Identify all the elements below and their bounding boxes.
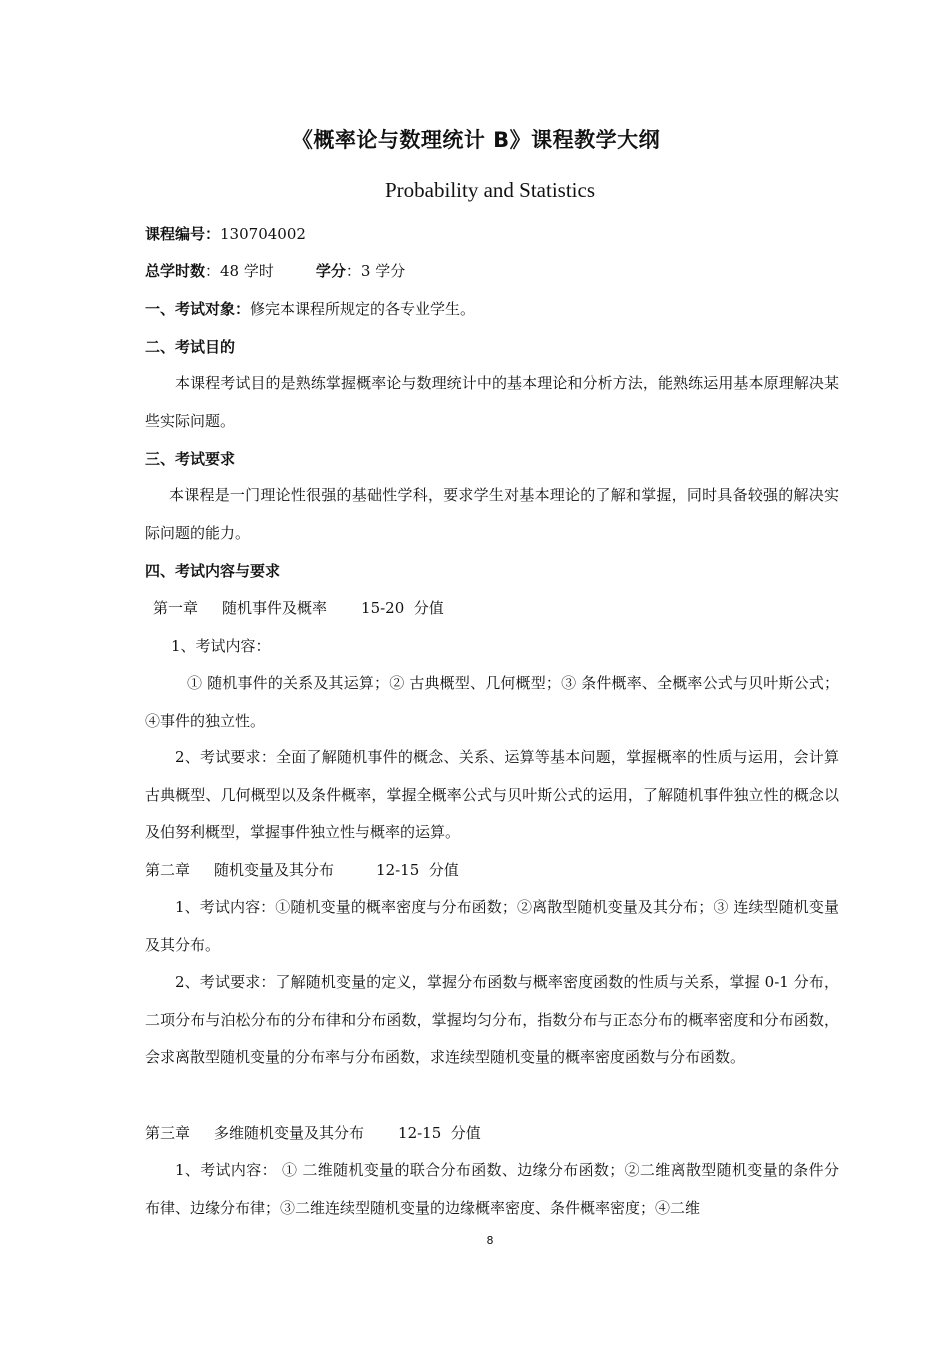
section2-heading: 二、考试目的	[145, 338, 236, 356]
section3-heading: 三、考试要求	[145, 450, 236, 468]
chapter3-title-line	[145, 1123, 845, 1143]
hours-credits-line	[145, 261, 845, 281]
hours-label: 总学时数	[145, 262, 206, 280]
chapter2-content: 1、考试内容：①随机变量的概率密度与分布函数；②离散型随机变量及其分布；③ 连续型随机变量及其分布。	[145, 898, 839, 954]
chapter1-score: 15-20 分值	[361, 599, 444, 617]
chapter2-score: 12-15 分值	[376, 861, 459, 879]
section3-paragraph: 本课程是一门理论性很强的基础性学科，要求学生对基本理论的了解和掌握，同时具备较强的解决实际问题的能力。	[145, 486, 839, 542]
hours-value: ：48 学时	[205, 262, 274, 280]
chapter3-topic: 多维随机变量及其分布	[214, 1124, 365, 1142]
chapter3-content: 1、考试内容： ① 二维随机变量的联合分布函数、边缘分布函数；②二维离散型随机变量的条件分布律、边缘分布律；③二维连续型随机变量的边缘概率密度、条件概率密度；④二维	[145, 1161, 839, 1217]
chapter1-name: 第一章	[153, 599, 199, 617]
credits-label: 学分	[315, 262, 346, 280]
credits-value: ：3 学分	[345, 262, 406, 280]
section1-text: 修完本课程所规定的各专业学生。	[250, 300, 476, 318]
chapter2-requirement: 2、考试要求：了解随机变量的定义，掌握分布函数与概率密度函数的性质与关系，掌握 0-1 分布，二项分布与泊松分布的分布律和分布函数，掌握均匀分布，指数分布与正态分布的概率密度和分布函数，会求离散型随机变量的分布率与分布函数，求连续型随机变量的概率密度函数与分布函数。	[145, 973, 839, 1066]
page-number: 8	[486, 1234, 494, 1247]
section3-heading-line	[145, 449, 845, 469]
section1-heading: 一、考试对象：	[145, 300, 251, 318]
section1-line	[145, 299, 845, 319]
chapter1-topic: 随机事件及概率	[222, 599, 328, 617]
chapter1-requirement: 2、考试要求：全面了解随机事件的概念、关系、运算等基本问题，掌握概率的性质与运用，会计算古典概型、几何概型以及条件概率，掌握全概率公式与贝叶斯公式的运用，了解随机事件独立性的概念以及伯努利概型，掌握事件独立性与概率的运算。	[145, 748, 839, 841]
chapter3-score: 12-15 分值	[398, 1124, 481, 1142]
course-code-label: 课程编号：	[145, 225, 221, 243]
document-subtitle: Probability and Statistics	[385, 178, 595, 202]
chapter2-title-line	[145, 860, 845, 880]
section2-paragraph: 本课程考试目的是熟练掌握概率论与数理统计中的基本理论和分析方法，能熟练运用基本原理解决某些实际问题。	[145, 374, 839, 430]
chapter2-name: 第二章	[145, 861, 191, 879]
section2-heading-line	[145, 337, 845, 357]
course-code-value: 130704002	[220, 225, 306, 243]
chapter3-name: 第三章	[145, 1124, 191, 1142]
document-title: 《概率论与数理统计 B》课程教学大纲	[291, 128, 661, 152]
course-code-line	[145, 224, 845, 244]
section4-heading-line	[145, 561, 845, 581]
chapter1-title-line	[153, 598, 853, 618]
chapter1-content-label: 1、考试内容：	[171, 637, 271, 655]
section4-heading: 四、考试内容与要求	[145, 562, 281, 580]
chapter1-content: ① 随机事件的关系及其运算；② 古典概型、几何概型；③ 条件概率、全概率公式与贝叶斯公式；④事件的独立性。	[145, 674, 839, 730]
chapter2-topic: 随机变量及其分布	[214, 861, 335, 879]
